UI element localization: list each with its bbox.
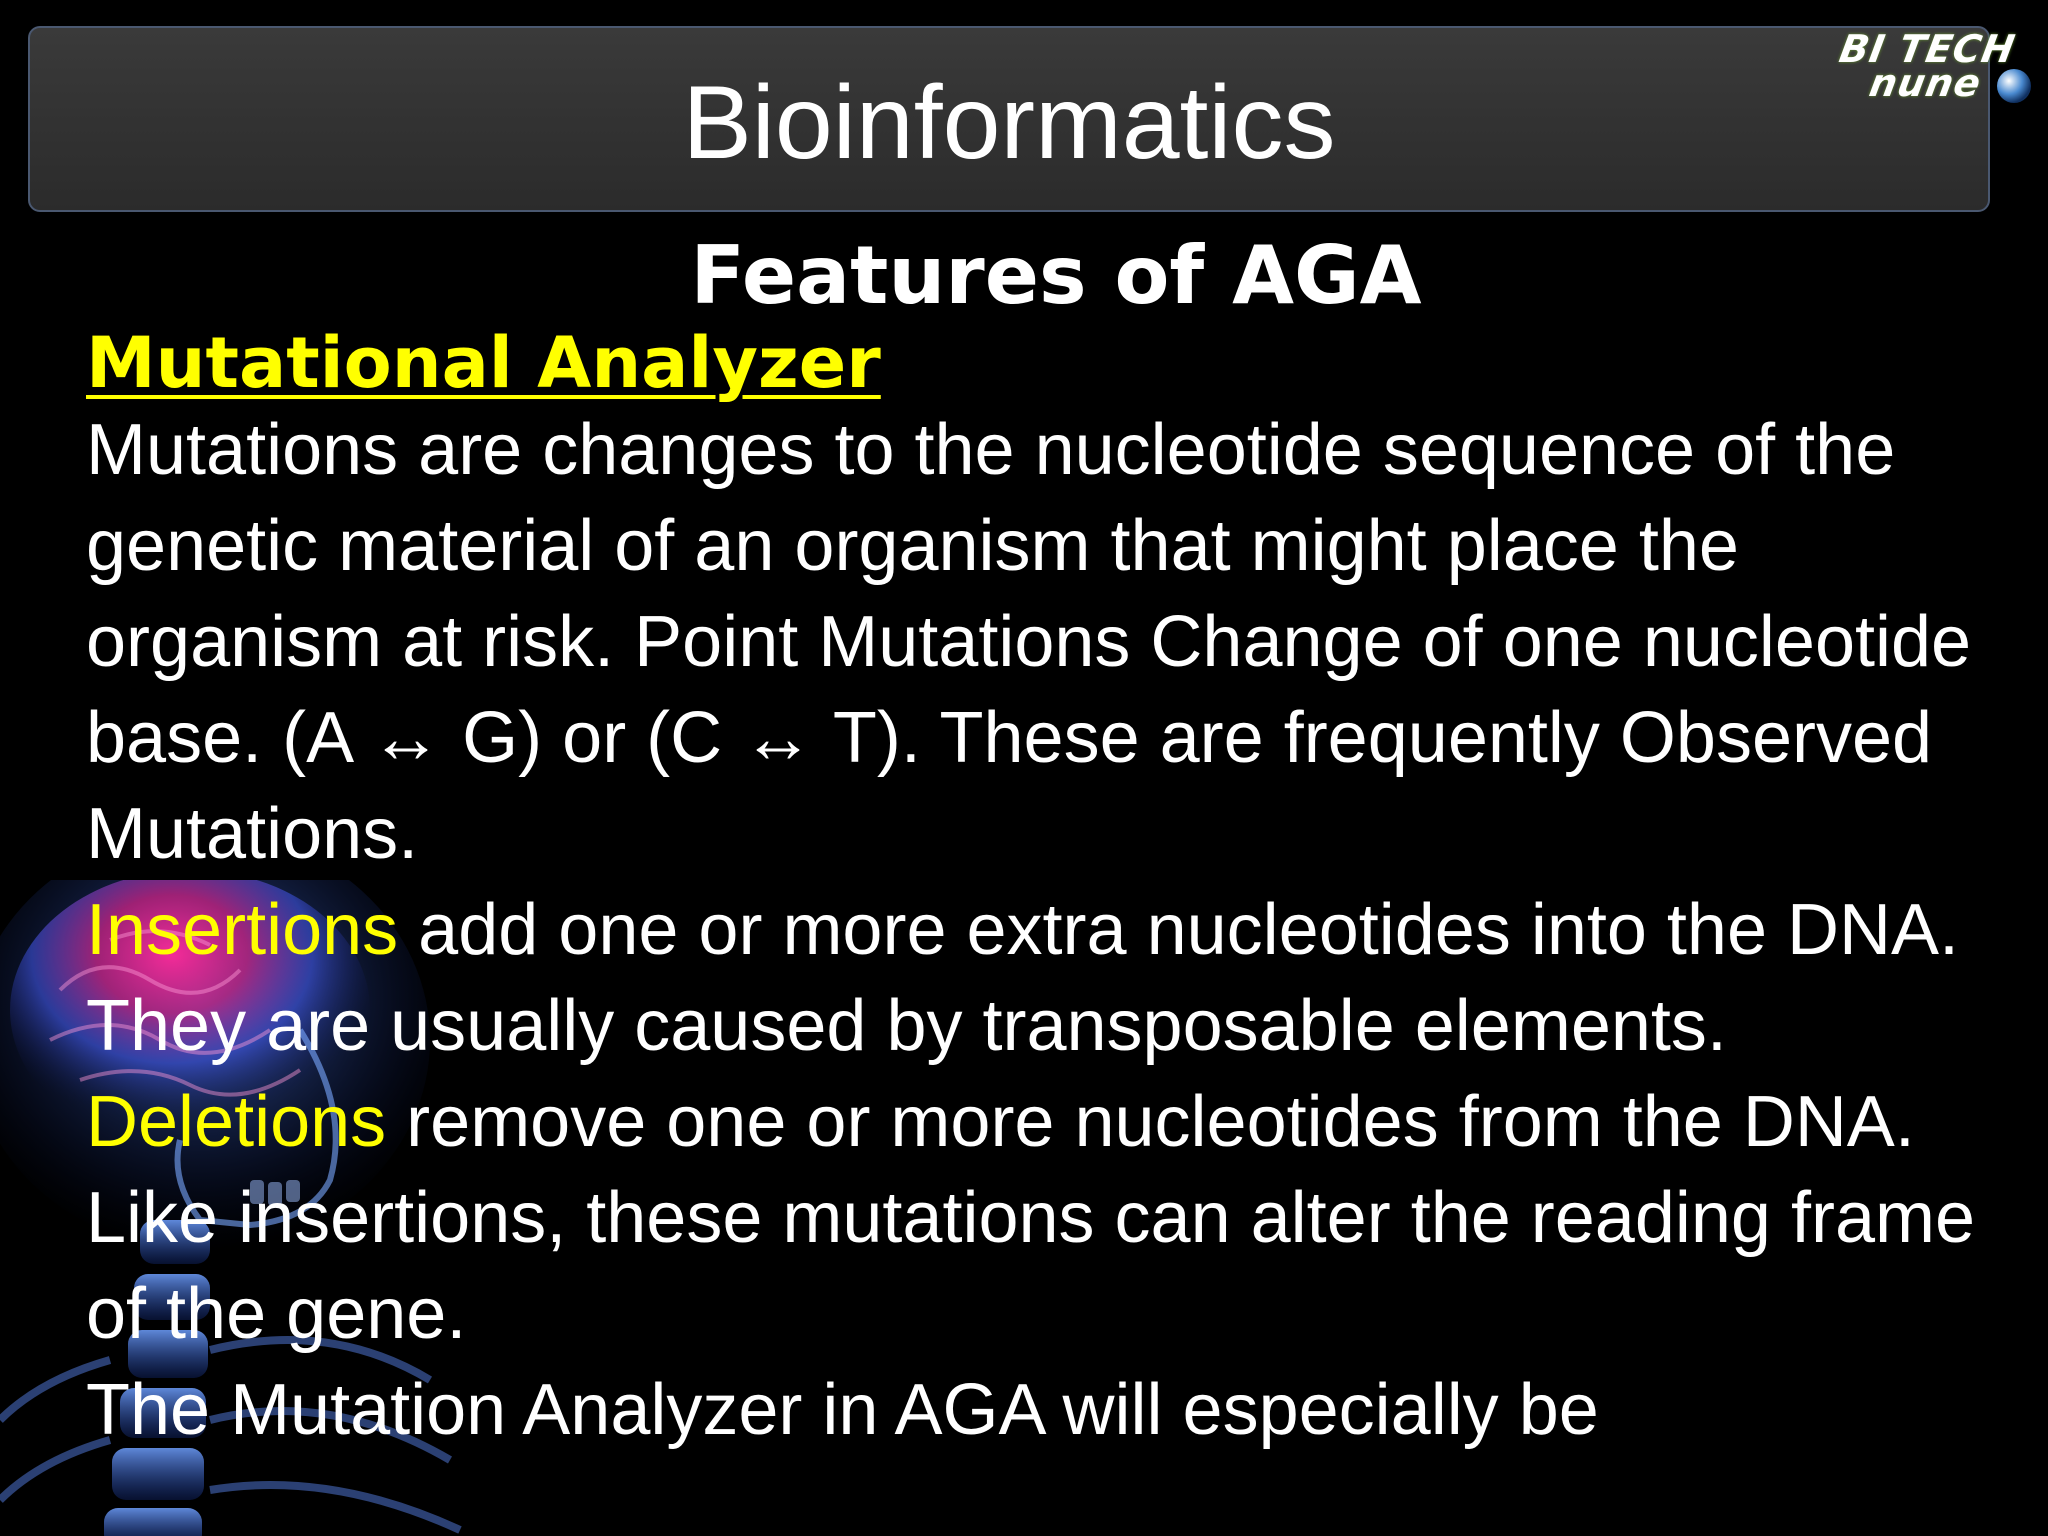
paragraph-deletions	[86, 1074, 1986, 1362]
slide-title: Bioinformatics	[682, 65, 1336, 181]
paragraph-insertions	[86, 882, 1986, 1074]
subheading-mutational-analyzer: Mutational Analyzer	[86, 322, 881, 404]
title-bar	[28, 26, 1990, 212]
globe-icon	[1994, 66, 2034, 106]
section-heading: Features of AGA	[690, 229, 1422, 322]
deletions-description: remove one or more nucleotides from the DNA. Like insertions, these mutations can alter the reading frame of the gene.	[86, 1082, 1976, 1354]
term-deletions: Deletions	[86, 1082, 387, 1162]
paragraph-mutation-analyzer: The Mutation Analyzer in AGA will especially be	[86, 1370, 1599, 1450]
paragraph-point-mutations: Mutations are changes to the nucleotide sequence of the genetic material of an organism that might place the organism at risk. Point Mutations Change of one nucleotide base. (A ↔ G) or (C ↔ T). These are frequently Observed Mutations.	[86, 410, 1972, 874]
logo-text-line-1: BI TECH	[1836, 27, 2019, 71]
logo-text-line-2: nune	[1866, 61, 1985, 105]
slide-content	[86, 229, 1986, 1458]
term-insertions: Insertions	[86, 890, 399, 970]
insertions-description: add one or more extra nucleotides into the DNA. They are usually caused by transposable elements.	[86, 890, 1960, 1066]
biotech-online-logo	[1836, 26, 2036, 104]
